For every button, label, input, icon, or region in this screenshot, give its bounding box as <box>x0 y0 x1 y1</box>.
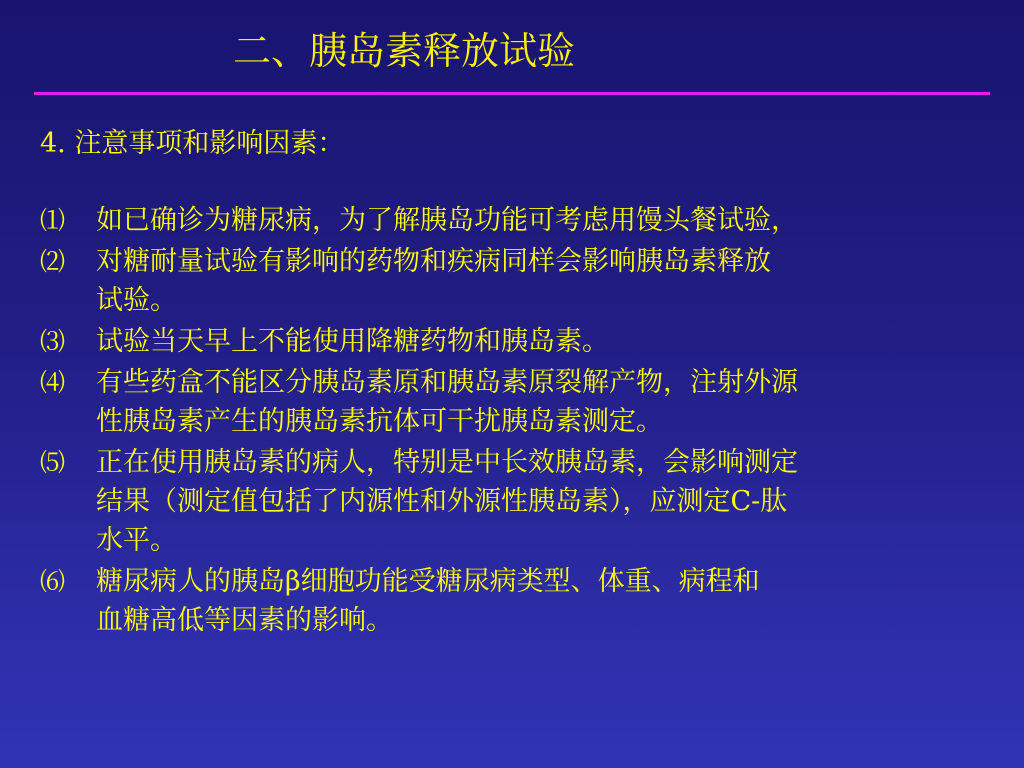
list-item-text: 有些药盒不能区分胰岛素原和胰岛素原裂解产物，注射外源 性胰岛素产生的胰岛素抗体可干扰胰岛素测定。 <box>96 367 798 437</box>
slide-title: 二、胰岛素释放试验 <box>233 29 576 73</box>
list-item-3 <box>40 322 1000 361</box>
list-item-text: 如已确诊为糖尿病，为了解胰岛功能可考虑用馒头餐试验， <box>96 205 798 236</box>
list-item-text: 对糖耐量试验有影响的药物和疾病同样会影响胰岛素释放 试验。 <box>96 246 771 316</box>
list-item-text: 试验当天早上不能使用降糖药物和胰岛素。 <box>96 326 609 357</box>
section-heading: 4. 注意事项和影响因素： <box>40 128 345 159</box>
list-marker: ⑶ <box>40 327 66 356</box>
list-item-text: 正在使用胰岛素的病人，特别是中长效胰岛素，会影响测定 结果（测定值包括了内源性和外源性胰岛素），应测定C-肽 水平。 <box>96 447 798 556</box>
list-item-text: 糖尿病人的胰岛β细胞功能受糖尿病类型、体重、病程和 血糖高低等因素的影响。 <box>96 566 760 636</box>
list-item-2 <box>40 242 1000 320</box>
title-divider <box>34 92 990 95</box>
list-marker: ⑴ <box>40 206 66 235</box>
list-item-4 <box>40 363 1000 441</box>
list-marker: ⑸ <box>40 448 66 477</box>
list-item-6 <box>40 562 1000 640</box>
list-marker: ⑷ <box>40 368 66 397</box>
list-item-5 <box>40 443 1000 560</box>
list-marker: ⑵ <box>40 247 66 276</box>
list-marker: ⑹ <box>40 567 66 596</box>
list-item-1 <box>40 201 1000 240</box>
slide-body <box>40 124 1000 642</box>
